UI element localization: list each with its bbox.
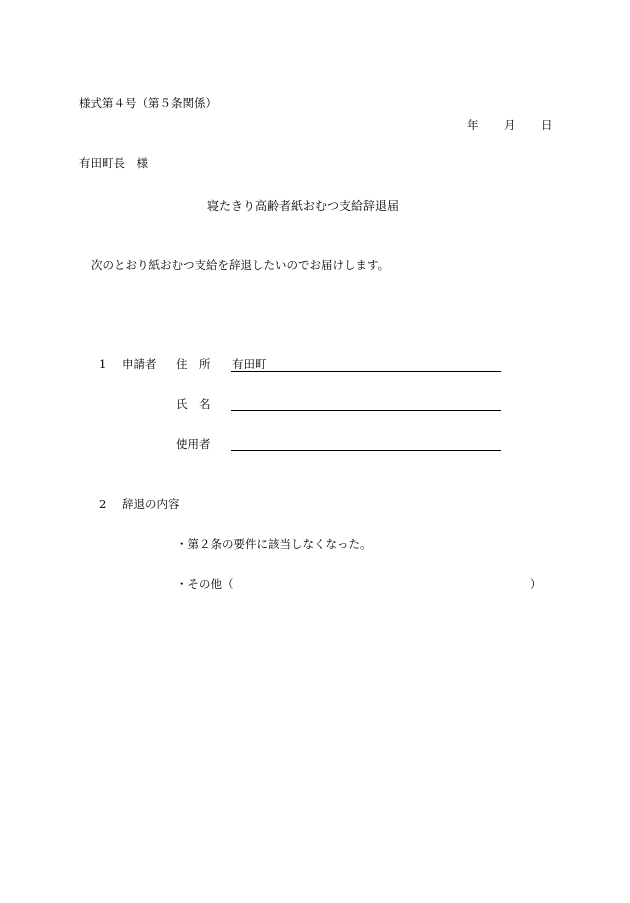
address-label: 住 所 [176, 357, 211, 371]
section1-number: 1 [99, 357, 107, 371]
address-value: 有田町 [232, 357, 267, 371]
name-label: 氏 名 [176, 397, 211, 411]
date-day: 日 [541, 118, 553, 132]
option-requirement-not-met: ・第２条の要件に該当しなくなった。 [176, 537, 372, 551]
date-year: 年 [467, 118, 479, 132]
date-month: 月 [504, 118, 516, 132]
section1-heading: 申請者 [122, 357, 157, 371]
addressee: 有田町長 様 [79, 156, 148, 170]
section2-number: 2 [99, 497, 107, 511]
name-underline [231, 410, 501, 411]
option-other-suffix: ） [530, 577, 542, 591]
section2-heading: 辞退の内容 [122, 497, 180, 511]
user-label: 使用者 [176, 437, 211, 451]
form-number: 様式第４号（第５条関係） [79, 96, 217, 110]
document-title: 寝たきり高齢者紙おむつ支給辞退届 [207, 199, 400, 213]
address-underline [231, 371, 501, 372]
option-other-prefix: ・その他（ [176, 577, 234, 591]
intro-text: 次のとおり紙おむつ支給を辞退したいのでお届けします。 [91, 258, 390, 272]
user-underline [231, 450, 501, 451]
